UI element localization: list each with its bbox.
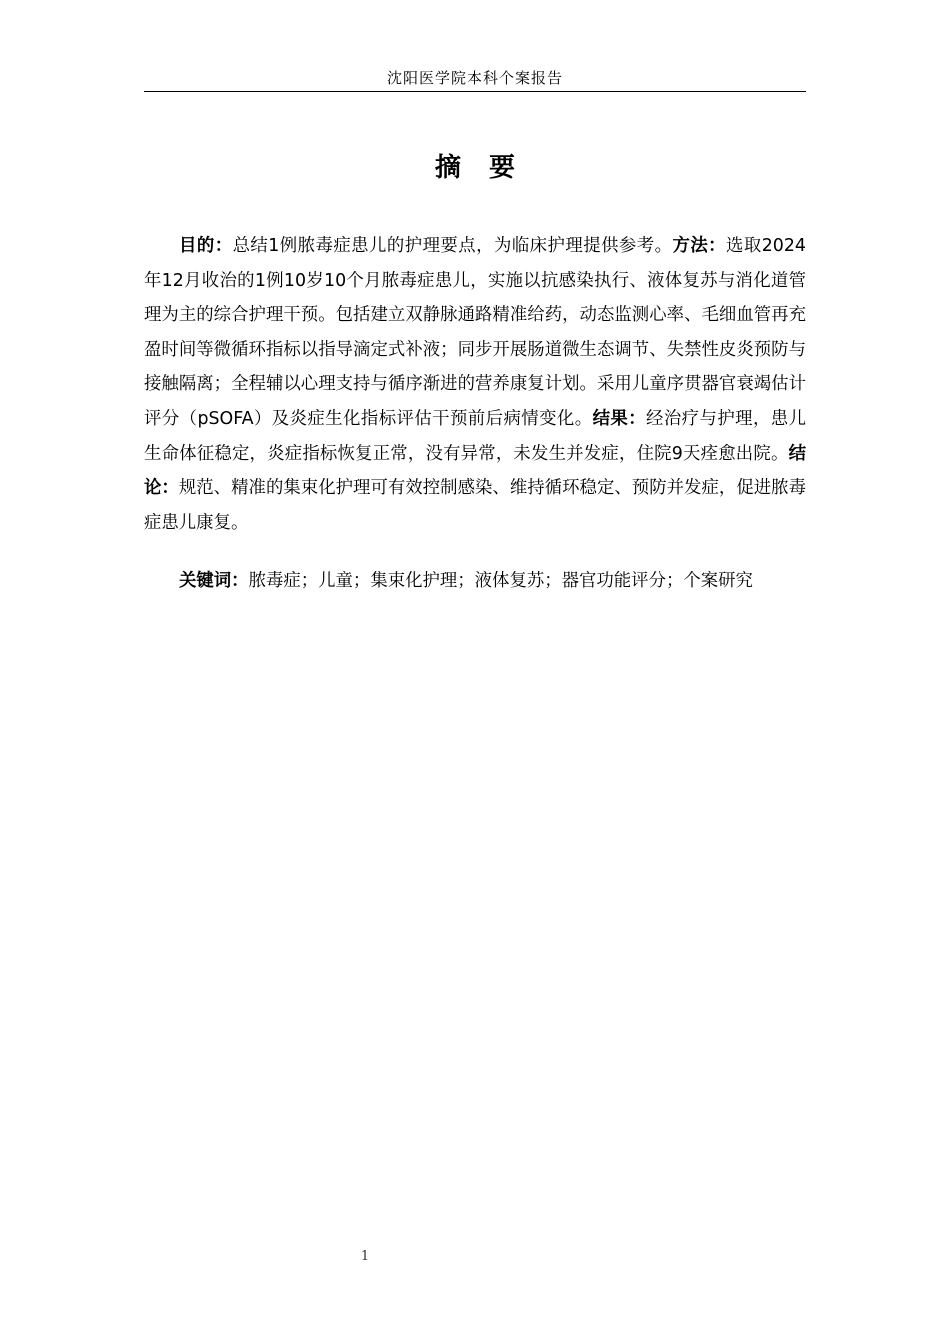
result-text: 经治疗与护理，患儿生命体征稳定，炎症指标恢复正常，没有异常，未发生并发症，住院9天痊愈出院。 — [144, 408, 806, 464]
keywords-text: 脓毒症；儿童；集束化护理；液体复苏；器官功能评分；个案研究 — [248, 571, 753, 591]
objective-label: 目的： — [179, 236, 233, 256]
keywords-line — [144, 564, 806, 599]
page-number: 1 — [360, 1249, 370, 1264]
method-text: 选取2024年12月收治的1例10岁10个月脓毒症患儿，实施以抗感染执行、液体复苏与消化道管理为主的综合护理干预。包括建立双静脉通路精准给药，动态监测心率、毛细血管再充盈时间等微循环指标以指导滴定式补液；同步开展肠道微生态调节、失禁性皮炎预防与接触隔离；全程辅以心理支持与循序渐进的营养康复计划。采用儿童序贯器官衰竭估计评分（pSOFA）及炎症生化指标评估干预前后病情变化。 — [144, 236, 806, 429]
abstract-title-char-2: 要 — [489, 153, 516, 183]
keywords-label: 关键词： — [179, 571, 249, 591]
abstract-body — [144, 229, 806, 540]
objective-text: 总结1例脓毒症患儿的护理要点，为临床护理提供参考。 — [232, 236, 673, 256]
method-label: 方法： — [672, 236, 727, 256]
abstract-title — [144, 148, 806, 188]
abstract-title-char-1: 摘 — [434, 153, 461, 183]
running-header: 沈阳医学院本科个案报告 — [386, 69, 563, 87]
result-label: 结果： — [592, 408, 647, 429]
header-rule — [144, 91, 806, 92]
conclusion-label: 结论： — [144, 443, 806, 499]
conclusion-text: 规范、精准的集束化护理可有效控制感染、维持循环稳定、预防并发症，促进脓毒症患儿康复。 — [144, 478, 806, 533]
